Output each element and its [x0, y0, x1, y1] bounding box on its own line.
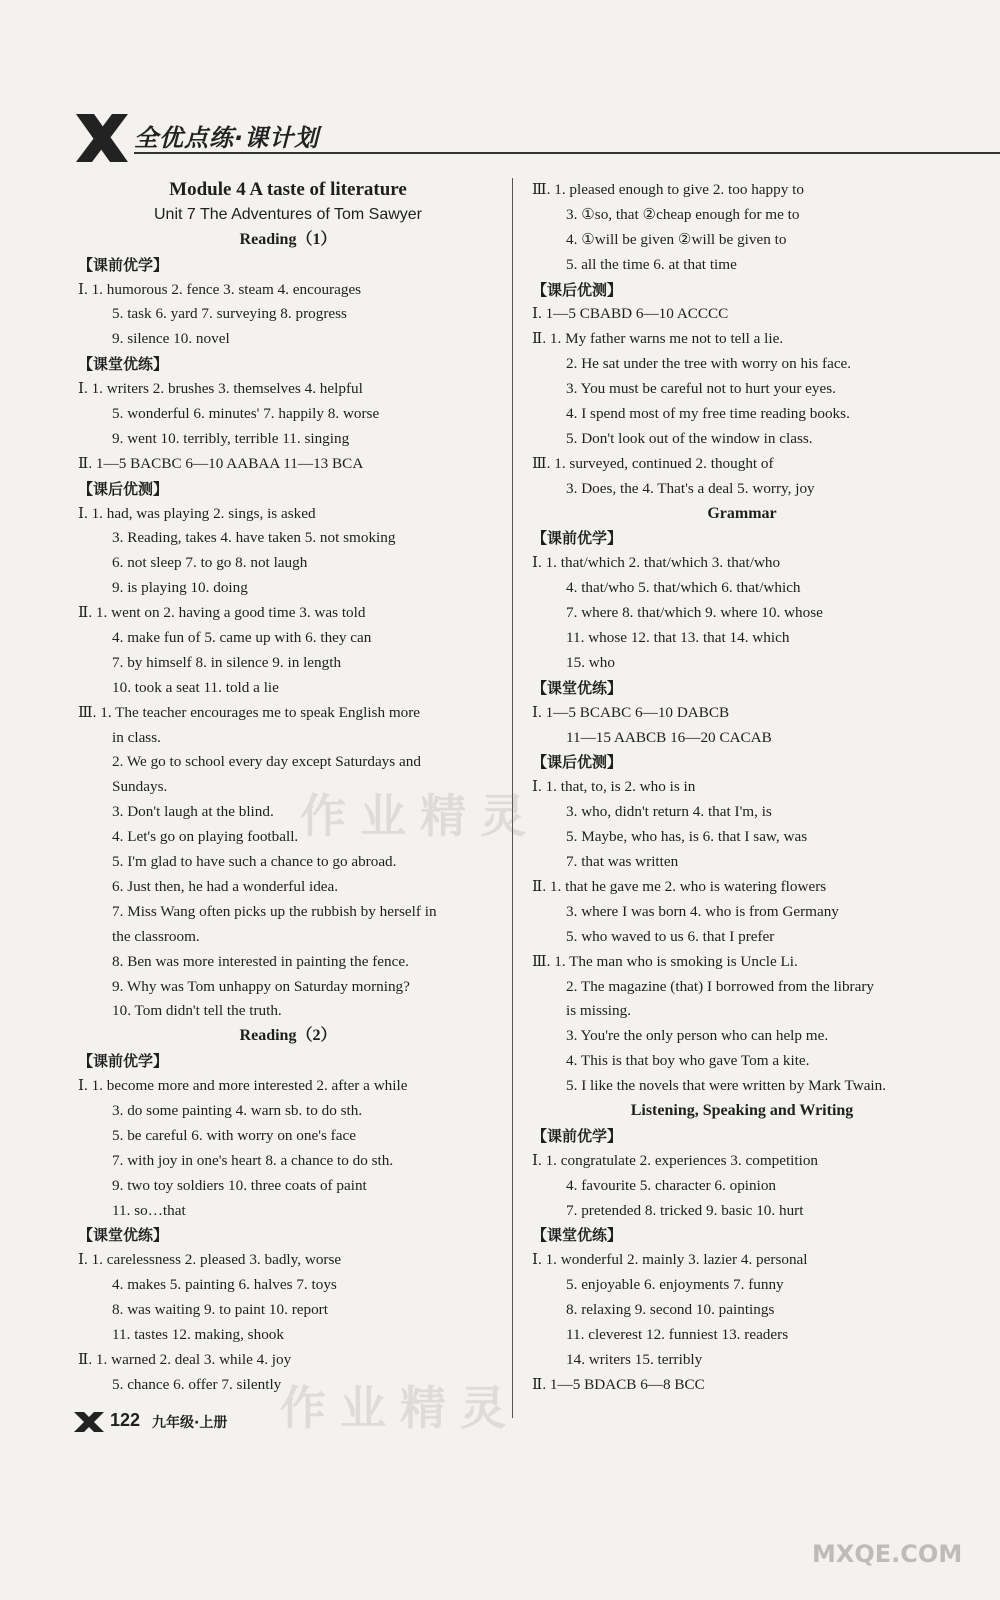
answer-line: 7. Miss Wang often picks up the rubbish by herself in	[112, 902, 437, 920]
answer-line: Ⅰ. 1. that, to, is 2. who is in	[532, 778, 696, 796]
answer-line: 9. went 10. terribly, terrible 11. singing	[112, 429, 350, 447]
answer-line: 7. that was written	[566, 853, 679, 871]
answer-line: 7. by himself 8. in silence 9. in length	[112, 653, 342, 671]
answer-line: 4. This is that boy who gave Tom a kite.	[566, 1052, 810, 1070]
answer-line: 4. make fun of 5. came up with 6. they can	[112, 629, 372, 647]
answer-line: Ⅱ. 1—5 BACBC 6—10 AABAA 11—13 BCA	[78, 454, 364, 472]
section-heading: Listening, Speaking and Writing	[630, 1101, 854, 1119]
footer-logo-icon	[72, 1410, 106, 1434]
answer-line: Ⅱ. 1. warned 2. deal 3. while 4. joy	[78, 1350, 292, 1368]
section-tag: 【课后优测】	[532, 280, 623, 299]
section-tag: 【课堂优练】	[78, 1226, 169, 1245]
answer-line: 15. who	[566, 653, 615, 671]
answer-line: 3. Does, the 4. That's a deal 5. worry, joy	[566, 479, 815, 497]
answer-line: the classroom.	[112, 927, 200, 945]
answer-line: 3. where I was born 4. who is from Germany	[566, 902, 839, 920]
section-heading: Module 4 A taste of literature	[169, 179, 407, 200]
answer-line: Ⅰ. 1. wonderful 2. mainly 3. lazier 4. personal	[532, 1251, 808, 1269]
answer-line: 5. enjoyable 6. enjoyments 7. funny	[566, 1276, 784, 1294]
answer-line: 5. I'm glad to have such a chance to go abroad.	[112, 853, 397, 871]
answer-line: 6. Just then, he had a wonderful idea.	[112, 877, 339, 895]
section-tag: 【课前优学】	[78, 1052, 169, 1071]
answer-line: 3. ①so, that ②cheap enough for me to	[566, 205, 800, 223]
page-number: 122	[110, 1410, 141, 1430]
section-tag: 【课后优测】	[78, 479, 169, 498]
answer-line: 3. You must be careful not to hurt your eyes.	[566, 380, 836, 398]
answer-line: 7. where 8. that/which 9. where 10. whose	[566, 604, 823, 622]
answer-line: 4. favourite 5. character 6. opinion	[566, 1176, 777, 1194]
answer-line: 2. He sat under the tree with worry on his face.	[566, 355, 852, 373]
grade-label: 九年级·上册	[152, 1415, 228, 1431]
answer-line: 9. silence 10. novel	[112, 330, 230, 348]
answer-line: Ⅰ. 1—5 CBABD 6—10 ACCCC	[532, 305, 729, 323]
answer-line: 5. task 6. yard 7. surveying 8. progress	[112, 305, 347, 323]
right-column	[532, 178, 952, 1398]
answer-line: 11. whose 12. that 13. that 14. which	[566, 629, 790, 647]
answer-line: 5. be careful 6. with worry on one's face	[112, 1126, 356, 1144]
answer-line: Ⅱ. 1. went on 2. having a good time 3. was told	[78, 604, 366, 622]
answer-line: 7. pretended 8. tricked 9. basic 10. hurt	[566, 1201, 804, 1219]
answer-line: 4. Let's go on playing football.	[112, 828, 299, 846]
answer-line: 6. not sleep 7. to go 8. not laugh	[112, 554, 308, 572]
answer-line: 3. Don't laugh at the blind.	[112, 803, 274, 821]
section-tag: 【课堂优练】	[532, 1226, 623, 1245]
answer-line: Ⅱ. 1. that he gave me 2. who is watering flowers	[532, 877, 827, 895]
answer-line: in class.	[112, 728, 161, 746]
answer-line: 5. Maybe, who has, is 6. that I saw, was	[566, 828, 808, 846]
answer-line: Ⅰ. 1—5 BCABC 6—10 DABCB	[532, 703, 730, 721]
answer-line: Ⅰ. 1. congratulate 2. experiences 3. competition	[532, 1151, 819, 1169]
answer-line: Ⅰ. 1. that/which 2. that/which 3. that/who	[532, 554, 781, 572]
brand-x-logo-icon	[72, 110, 132, 166]
answer-line: 7. with joy in one's heart 8. a chance to do sth.	[112, 1151, 394, 1169]
answer-line: is missing.	[566, 1002, 631, 1020]
answer-line: 14. writers 15. terribly	[566, 1350, 703, 1368]
answer-line: Ⅲ. 1. The man who is smoking is Uncle Li.	[532, 952, 798, 970]
answer-line: 3. who, didn't return 4. that I'm, is	[566, 803, 772, 821]
section-tag: 【课前优学】	[78, 255, 169, 274]
answer-line: 9. two toy soldiers 10. three coats of paint	[112, 1176, 367, 1194]
answer-line: Ⅰ. 1. carelessness 2. pleased 3. badly, worse	[78, 1251, 342, 1269]
answer-line: Ⅲ. 1. The teacher encourages me to speak English more	[78, 703, 421, 721]
answer-line: Ⅲ. 1. surveyed, continued 2. thought of	[532, 454, 774, 472]
section-tag: 【课前优学】	[532, 529, 623, 548]
answer-line: 11. tastes 12. making, shook	[112, 1325, 284, 1343]
answer-line: 11. cleverest 12. funniest 13. readers	[566, 1325, 789, 1343]
watermark-mid: 作业精灵	[300, 789, 540, 843]
answer-line: 5. chance 6. offer 7. silently	[112, 1375, 282, 1393]
answer-line: Ⅰ. 1. writers 2. brushes 3. themselves 4. helpful	[78, 380, 363, 398]
answer-line: 5. all the time 6. at that time	[566, 255, 737, 273]
answer-line: 5. Don't look out of the window in class.	[566, 429, 813, 447]
section-tag: 【课堂优练】	[78, 355, 169, 374]
answer-line: Ⅰ. 1. become more and more interested 2. after a while	[78, 1077, 408, 1095]
section-tag: 【课后优测】	[532, 753, 623, 772]
answer-line: 3. You're the only person who can help me.	[566, 1027, 829, 1045]
section-heading: Reading（2）	[239, 1027, 337, 1045]
page-header	[72, 110, 952, 170]
answer-line: Ⅱ. 1—5 BDACB 6—8 BCC	[532, 1375, 705, 1393]
brand-title: 全优点练·课计划	[134, 124, 320, 152]
answer-line: 8. Ben was more interested in painting the fence.	[112, 952, 409, 970]
section-heading: Unit 7 The Adventures of Tom Sawyer	[154, 205, 422, 223]
answer-line: 4. I spend most of my free time reading books.	[566, 405, 850, 423]
watermark-site: MXQE.COM	[812, 1540, 963, 1568]
answer-line: 3. Reading, takes 4. have taken 5. not smoking	[112, 529, 396, 547]
section-tag: 【课前优学】	[532, 1126, 623, 1145]
answer-line: Sundays.	[112, 778, 168, 796]
answer-line: 8. relaxing 9. second 10. paintings	[566, 1301, 775, 1319]
watermark-bottom: 作业精灵	[280, 1381, 520, 1435]
answer-line: 10. Tom didn't tell the truth.	[112, 1002, 282, 1020]
answer-line: 10. took a seat 11. told a lie	[112, 678, 279, 696]
page-footer	[72, 1408, 372, 1438]
answer-line: 5. I like the novels that were written by Mark Twain.	[566, 1077, 887, 1095]
answer-line: Ⅲ. 1. pleased enough to give 2. too happy to	[532, 181, 804, 198]
answer-line: Ⅱ. 1. My father warns me not to tell a lie.	[532, 330, 784, 348]
section-heading: Reading（1）	[239, 230, 337, 248]
answer-line: 11—15 AABCB 16—20 CACAB	[566, 728, 772, 746]
header-rule	[134, 152, 1000, 154]
section-tag: 【课堂优练】	[532, 678, 623, 697]
answer-line: 9. is playing 10. doing	[112, 579, 248, 597]
answer-line: 2. The magazine (that) I borrowed from the library	[566, 977, 874, 995]
answer-line: 8. was waiting 9. to paint 10. report	[112, 1301, 328, 1319]
answer-line: 4. makes 5. painting 6. halves 7. toys	[112, 1276, 337, 1294]
answer-line: Ⅰ. 1. had, was playing 2. sings, is asked	[78, 504, 316, 522]
section-heading: Grammar	[707, 504, 777, 522]
answer-line: 5. who waved to us 6. that I prefer	[566, 927, 775, 945]
answer-line: Ⅰ. 1. humorous 2. fence 3. steam 4. encourages	[78, 280, 362, 298]
answer-line: 4. ①will be given ②will be given to	[566, 230, 787, 248]
answer-line: 2. We go to school every day except Saturdays and	[112, 753, 421, 771]
answer-line: 5. wonderful 6. minutes' 7. happily 8. worse	[112, 405, 380, 423]
answer-line: 4. that/who 5. that/which 6. that/which	[566, 579, 801, 597]
answer-line: 3. do some painting 4. warn sb. to do sth.	[112, 1101, 363, 1119]
answer-line: 11. so…that	[112, 1201, 186, 1219]
answer-line: 9. Why was Tom unhappy on Saturday morning?	[112, 977, 410, 995]
